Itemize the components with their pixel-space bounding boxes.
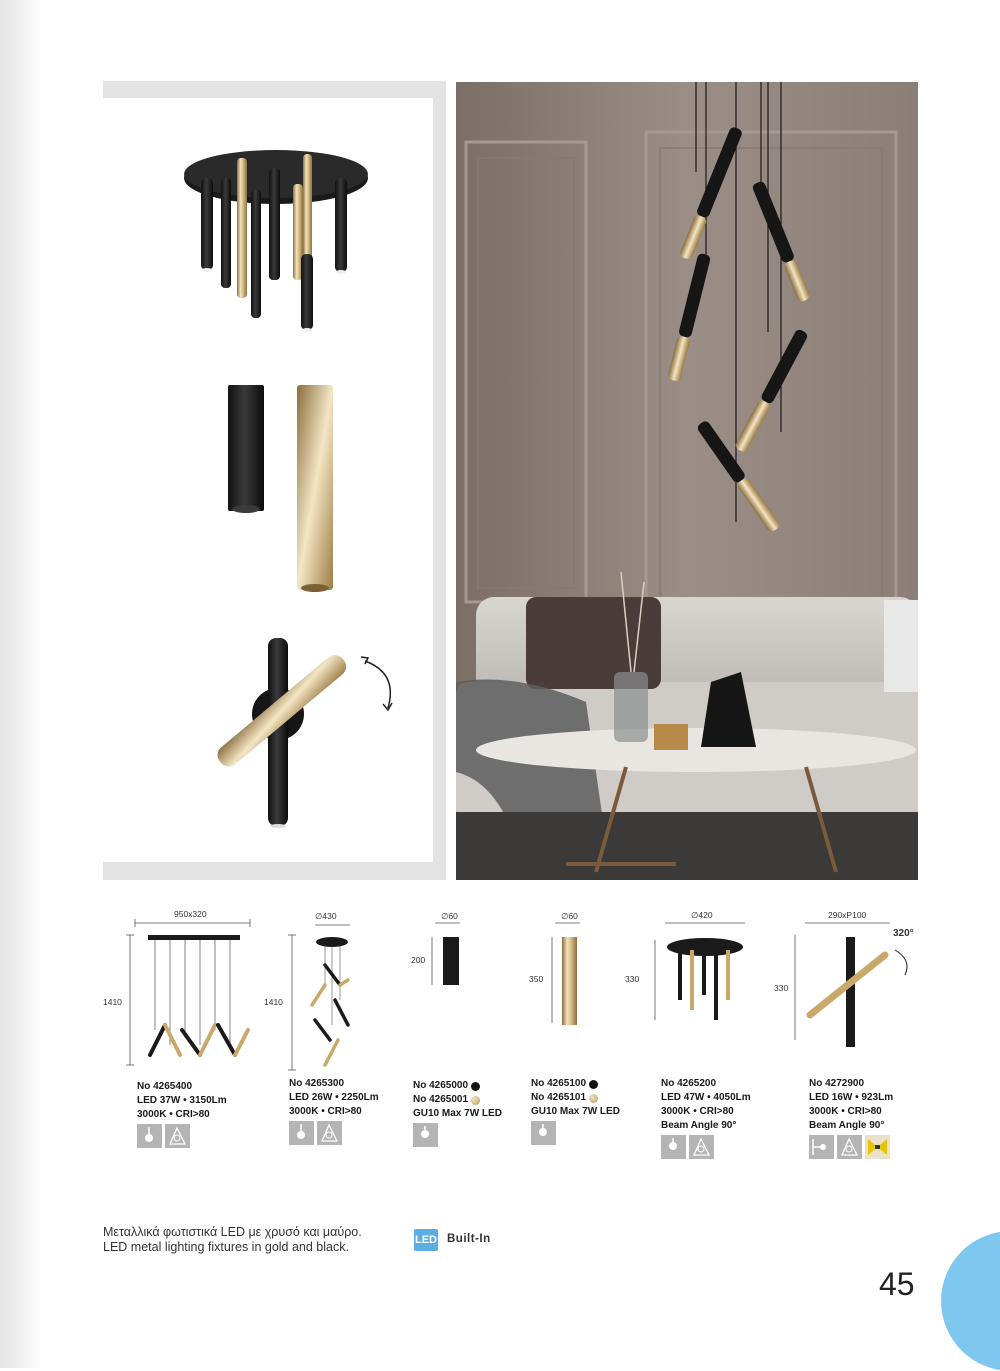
dim-width-6: 290xP100 xyxy=(828,910,867,920)
drawing-cluster-pendant xyxy=(312,937,348,1065)
product-code: No 4265100 xyxy=(531,1078,587,1089)
drawing-wall-light xyxy=(810,937,907,1047)
room-scene-photo xyxy=(456,82,918,880)
dim-width-5: ∅420 xyxy=(691,910,713,920)
spec-4265200 xyxy=(661,1077,751,1159)
spot-lights-photo xyxy=(228,385,333,592)
dim-width-1: 950x320 xyxy=(174,909,207,919)
product-color-temp: 3000K • CRI>80 xyxy=(137,1109,210,1120)
spec-4265000 xyxy=(413,1079,502,1147)
product-photo-frame xyxy=(103,81,446,880)
dim-height-2: 1410 xyxy=(264,997,283,1007)
dim-width-4: ∅60 xyxy=(561,911,578,921)
drawing-gold-spot xyxy=(562,937,577,1025)
footer-description xyxy=(103,1225,362,1255)
ceiling-cluster-photo xyxy=(184,150,368,332)
wall-light-icon xyxy=(809,1135,834,1159)
spec-4265300 xyxy=(289,1077,379,1145)
drawing-cluster-ceiling xyxy=(667,938,743,1020)
dimmable-icon xyxy=(317,1121,342,1145)
product-power: LED 47W • 4050Lm xyxy=(661,1092,751,1103)
black-finish-icon xyxy=(589,1080,598,1089)
product-code: No 4265300 xyxy=(289,1078,345,1089)
product-code-alt: No 4265001 xyxy=(413,1094,469,1105)
black-finish-icon xyxy=(471,1082,480,1091)
dim-height-5: 330 xyxy=(625,974,640,984)
ceiling-light-icon xyxy=(661,1135,686,1159)
product-beam-angle: Beam Angle 90° xyxy=(661,1120,737,1131)
description-greek: Μεταλλικά φωτιστικά LED με χρυσό και μαύρο. xyxy=(103,1225,362,1239)
product-power: GU10 Max 7W LED xyxy=(413,1108,502,1119)
led-badge-icon: LED xyxy=(414,1229,438,1251)
built-in-label: Built-In xyxy=(447,1233,491,1245)
product-power: LED 37W • 3150Lm xyxy=(137,1095,227,1106)
ceiling-light-icon xyxy=(531,1121,556,1145)
description-english: LED metal lighting fixtures in gold and black. xyxy=(103,1240,349,1254)
drawing-black-spot xyxy=(443,937,459,985)
rotation-label: 320° xyxy=(893,928,914,939)
dim-height-1: 1410 xyxy=(103,997,122,1007)
ceiling-light-icon xyxy=(413,1123,438,1147)
gold-finish-icon xyxy=(589,1094,598,1103)
dim-width-3: ∅60 xyxy=(441,911,458,921)
dim-height-6: 330 xyxy=(774,983,789,993)
spec-4265100 xyxy=(531,1077,620,1145)
product-code: No 4272900 xyxy=(809,1078,865,1089)
dim-width-2: ∅430 xyxy=(315,911,337,921)
product-code: No 4265400 xyxy=(137,1081,193,1092)
dim-height-3: 200 xyxy=(411,955,426,965)
technical-drawings xyxy=(100,905,920,1075)
product-code: No 4265200 xyxy=(661,1078,717,1089)
wall-light-photo xyxy=(213,638,392,828)
product-power: LED 16W • 923Lm xyxy=(809,1092,894,1103)
gold-finish-icon xyxy=(471,1096,480,1105)
ceiling-light-icon xyxy=(289,1121,314,1145)
page-tab-accent xyxy=(941,1231,1000,1371)
page-number: 45 xyxy=(879,1266,915,1302)
product-photo-panel xyxy=(103,98,433,862)
product-color-temp: 3000K • CRI>80 xyxy=(289,1106,362,1117)
room-scene-illustration xyxy=(456,82,918,880)
product-photos xyxy=(103,98,433,862)
product-color-temp: 3000K • CRI>80 xyxy=(809,1106,882,1117)
dim-height-4: 350 xyxy=(529,974,544,984)
dimmable-icon xyxy=(689,1135,714,1159)
product-code: No 4265000 xyxy=(413,1080,469,1091)
spec-4265400 xyxy=(137,1080,227,1148)
dimmable-icon xyxy=(837,1135,862,1159)
dimmable-icon xyxy=(165,1124,190,1148)
product-beam-angle: Beam Angle 90° xyxy=(809,1120,885,1131)
drawing-linear-pendant xyxy=(148,935,248,1055)
page-edge-shadow xyxy=(0,0,42,1368)
spec-4272900 xyxy=(809,1077,893,1159)
product-power: GU10 Max 7W LED xyxy=(531,1106,620,1117)
product-code-alt: No 4265101 xyxy=(531,1092,587,1103)
product-color-temp: 3000K • CRI>80 xyxy=(661,1106,734,1117)
product-power: LED 26W • 2250Lm xyxy=(289,1092,379,1103)
adjustable-beam-icon xyxy=(865,1135,890,1159)
ceiling-light-icon xyxy=(137,1124,162,1148)
